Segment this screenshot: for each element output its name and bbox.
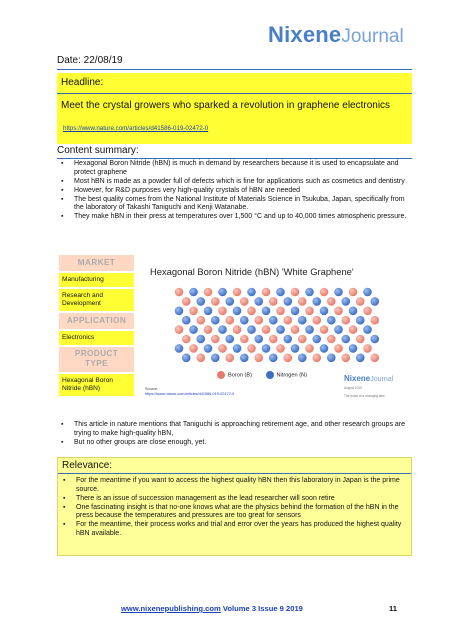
headline-divider: [57, 93, 412, 94]
nitrogen-atom: [370, 335, 379, 344]
nitrogen-atom: [182, 354, 191, 363]
figure-legend: [217, 371, 319, 379]
nitrogen-atom: [189, 325, 198, 334]
nitrogen-atom: [349, 307, 358, 316]
boron-atom: [247, 307, 256, 316]
boron-atom: [349, 288, 358, 297]
market-heading: MARKET: [59, 255, 134, 271]
nitrogen-atom: [356, 354, 365, 363]
summary-bullet: ▪ The best quality comes from the National Institute of Materials Science in Tsukuba, Japan, specifically from the laboratory of Takashi Taniguchi and Kenji Watanabe.: [60, 196, 410, 213]
nitrogen-atom: [291, 307, 300, 316]
boron-atom: [298, 335, 307, 344]
application-item: Electronics: [59, 331, 134, 345]
figure-logo-suffix: Journal: [370, 376, 394, 383]
boron-atom: [291, 288, 300, 297]
summary-list: [60, 160, 410, 222]
boron-atom: [254, 354, 263, 363]
nitrogen-atom: [305, 325, 314, 334]
nitrogen-atom: [363, 325, 372, 334]
hbn-figure: [57, 255, 412, 415]
nitrogen-atom: [240, 354, 249, 363]
relevance-bullet: ▪ One fascinating insight is that no-one knows what are the physics behind the formation of the hBN in the press because the temperatures and pressures are too great for sensors: [62, 504, 407, 521]
footer-website-link[interactable]: www.nixenepublishing.com: [121, 604, 221, 613]
nitrogen-atom: [312, 335, 321, 344]
product-item: Hexagonal Boron Nitride (hBN): [59, 374, 134, 396]
boron-atom: [320, 288, 329, 297]
nitrogen-atom: [196, 335, 205, 344]
boron-atom: [356, 297, 365, 306]
page-footer: [121, 604, 303, 613]
nitrogen-atom: [298, 354, 307, 363]
boron-atom: [254, 316, 263, 325]
boron-atom: [262, 288, 271, 297]
nitrogen-atom: [334, 288, 343, 297]
nitrogen-atom: [276, 325, 285, 334]
market-item: Research and Development: [59, 289, 134, 311]
nitrogen-atom: [283, 297, 292, 306]
nitrogen-atom: [356, 316, 365, 325]
boron-atom: [204, 288, 213, 297]
boron-atom: [175, 325, 184, 334]
boron-atom: [312, 316, 321, 325]
logo-name: Nixene: [268, 22, 342, 47]
boron-atom: [196, 354, 205, 363]
product-heading-line: TYPE: [85, 359, 108, 368]
boron-atom: [334, 307, 343, 316]
boron-atom: [204, 325, 213, 334]
boron-atom: [327, 297, 336, 306]
figure-logo-name: Nixene: [344, 374, 371, 383]
nitrogen-atom: [327, 316, 336, 325]
summary-title: Content summary:: [57, 145, 412, 159]
nitrogen-atom: [341, 297, 350, 306]
boron-atom: [305, 344, 314, 353]
nitrogen-atom: [182, 316, 191, 325]
nitrogen-atom: [254, 335, 263, 344]
nitrogen-atom: [233, 307, 242, 316]
boron-atom: [240, 297, 249, 306]
article-notes-list: [60, 421, 410, 448]
figure-logo: [344, 375, 393, 400]
nitrogen-atom: [225, 335, 234, 344]
boron-atom: [370, 354, 379, 363]
nitrogen-atom: [204, 344, 213, 353]
market-item: Manufacturing: [59, 273, 134, 287]
boron-atom: [211, 335, 220, 344]
nitrogen-atom: [247, 325, 256, 334]
summary-bullet: ▪ However, for R&D purposes very high-quality crystals of hBN are needed: [60, 187, 410, 196]
headline-section: [57, 73, 412, 144]
boron-atom: [276, 344, 285, 353]
nitrogen-atom: [305, 288, 314, 297]
nitrogen-atom: [247, 288, 256, 297]
legend-nitrogen: [266, 371, 307, 379]
nitrogen-atom: [327, 354, 336, 363]
boron-atom: [327, 335, 336, 344]
nitrogen-atom: [196, 297, 205, 306]
nitrogen-atom: [320, 344, 329, 353]
relevance-divider: [58, 473, 411, 474]
logo-suffix: Journal: [341, 26, 404, 47]
date: Date: 22/08/19: [57, 55, 412, 70]
nitrogen-dot-icon: [266, 371, 274, 379]
note-bullet: ▪ This article in nature mentions that Taniguchi is approaching retirement age, and other research groups are trying to make high-quality hBN,: [60, 421, 410, 438]
boron-atom: [305, 307, 314, 316]
headline-text: Meet the crystal growers who sparked a revolution in graphene electronics: [61, 100, 391, 111]
boron-atom: [218, 344, 227, 353]
boron-atom: [269, 335, 278, 344]
figure-source: [145, 387, 234, 397]
relevance-bullet: ▪ For the meantime, their process works and trial and error over the years has produced the highest quality hBN available.: [62, 521, 407, 538]
nitrogen-atom: [175, 344, 184, 353]
relevance-title: Relevance:: [62, 460, 113, 471]
boron-atom: [225, 316, 234, 325]
relevance-list: [62, 477, 407, 539]
nitrogen-atom: [204, 307, 213, 316]
nitrogen-atom: [240, 316, 249, 325]
nitrogen-atom: [211, 316, 220, 325]
nitrogen-atom: [341, 335, 350, 344]
boron-atom: [283, 354, 292, 363]
nitrogen-atom: [269, 316, 278, 325]
nitrogen-atom: [320, 307, 329, 316]
nitrogen-atom: [262, 307, 271, 316]
figure-logo-line: August 2019: [344, 386, 362, 390]
boron-atom: [218, 307, 227, 316]
classification-column: [59, 255, 134, 398]
boron-atom: [182, 335, 191, 344]
boron-atom: [312, 354, 321, 363]
boron-atom: [233, 325, 242, 334]
relevance-bullet: ▪ For the meantime if you want to access the highest quality hBN then this laboratory in Japan is the prime source.: [62, 477, 407, 494]
footer-issue: Volume 3 Issue 9 2019: [222, 604, 303, 613]
nitrogen-atom: [334, 325, 343, 334]
nitrogen-atom: [269, 354, 278, 363]
page-number: 11: [389, 604, 398, 613]
nitrogen-atom: [233, 344, 242, 353]
boron-atom: [298, 297, 307, 306]
note-bullet: ▪ But no other groups are close enough, yet.: [60, 439, 410, 448]
figure-logo-line: The pulse of a changing time: [344, 394, 385, 398]
boron-atom: [341, 316, 350, 325]
boron-atom: [363, 307, 372, 316]
boron-atom: [334, 344, 343, 353]
nitrogen-atom: [283, 335, 292, 344]
nitrogen-atom: [218, 288, 227, 297]
legend-nitrogen-label: Nitrogen (N): [276, 372, 307, 379]
nitrogen-atom: [312, 297, 321, 306]
figure-title: Hexagonal Boron Nitride (hBN) 'White Graphene': [150, 266, 354, 277]
boron-atom: [175, 288, 184, 297]
boron-atom: [240, 335, 249, 344]
boron-atom: [349, 325, 358, 334]
nitrogen-atom: [370, 297, 379, 306]
nitrogen-atom: [189, 288, 198, 297]
nitrogen-atom: [211, 354, 220, 363]
boron-atom: [211, 297, 220, 306]
nitrogen-atom: [291, 344, 300, 353]
nitrogen-atom: [349, 344, 358, 353]
summary-bullet: ▪ Most hBN is made as a powder full of defects which is fine for applications such as cosmetics and dentistry: [60, 178, 410, 187]
nitrogen-atom: [262, 344, 271, 353]
boron-atom: [189, 307, 198, 316]
relevance-section: [57, 457, 412, 556]
boron-atom: [283, 316, 292, 325]
source-link[interactable]: https://www.nature.com/articles/d41586-019-02472-0: [145, 392, 235, 396]
legend-boron: [217, 371, 252, 379]
journal-logo: [268, 22, 418, 52]
nitrogen-atom: [298, 316, 307, 325]
boron-atom: [269, 297, 278, 306]
nitrogen-atom: [276, 288, 285, 297]
boron-atom: [356, 335, 365, 344]
boron-atom: [247, 344, 256, 353]
hbn-lattice-illustration: [173, 286, 383, 366]
nitrogen-atom: [218, 325, 227, 334]
application-heading: APPLICATION: [59, 313, 134, 329]
boron-atom: [182, 297, 191, 306]
boron-atom: [291, 325, 300, 334]
boron-atom: [189, 344, 198, 353]
legend-boron-label: Boron (B): [228, 372, 252, 379]
boron-atom: [320, 325, 329, 334]
summary-bullet: ▪ They make hBN in their press at temperatures over 1,500 °C and up to 40,000 times atmospheric pressure.: [60, 213, 410, 222]
boron-atom: [370, 316, 379, 325]
boron-dot-icon: [217, 371, 225, 379]
boron-atom: [233, 288, 242, 297]
nitrogen-atom: [225, 297, 234, 306]
boron-atom: [363, 344, 372, 353]
relevance-bullet: ▪ There is an issue of succession management as the lead researcher will soon retire: [62, 495, 407, 504]
boron-atom: [341, 354, 350, 363]
boron-atom: [276, 307, 285, 316]
source-label: Source:: [145, 387, 159, 391]
nitrogen-atom: [254, 297, 263, 306]
product-heading-line: PRODUCT: [74, 349, 119, 358]
headline-label: Headline:: [61, 77, 104, 88]
product-type-heading: [59, 347, 134, 372]
summary-bullet: ▪ Hexagonal Boron Nitride (hBN) is much in demand by researchers because it is used to encapsulate and protect graphene: [60, 160, 410, 177]
boron-atom: [225, 354, 234, 363]
boron-atom: [262, 325, 271, 334]
headline-link[interactable]: https://www.nature.com/articles/d41586-019-02472-0: [63, 125, 209, 132]
nitrogen-atom: [175, 307, 184, 316]
nitrogen-atom: [363, 288, 372, 297]
boron-atom: [196, 316, 205, 325]
